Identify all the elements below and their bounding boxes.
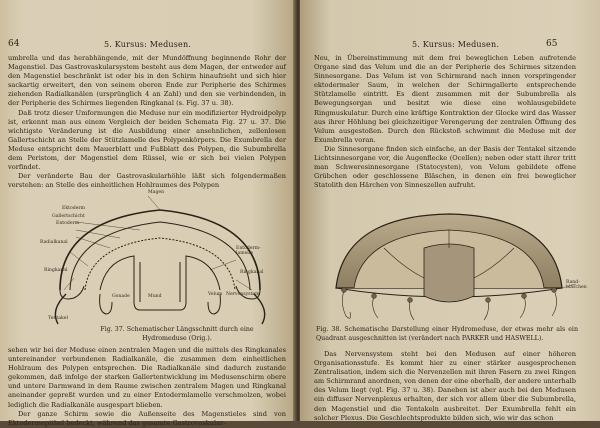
figure-38-drawing	[314, 208, 584, 324]
right-text-top	[314, 54, 576, 190]
label-nervensystem: Nervensystem	[226, 292, 260, 297]
figure-38-caption: Fig. 38. Schematische Darstellung einer Hydromeduse, der etwas mehr als ein Quadrant ausgeschnitten ist (verändert nach PARKER und HASWELL).	[316, 326, 578, 342]
right-page	[300, 0, 600, 421]
right-text-bottom	[314, 350, 576, 423]
right-para-3: Das Nervensystem steht bei den Medusen auf einer höheren Organisationsstufe. Es kommt hier zu einer stärker ausgesprochenen Zentralisation, indem sich die Nervenzellen mit ihren Fasern zu zwei Ringen am Schirmrand anordnen, von denen der eine oberhalb, der andere unterhalb des Velum liegt (vgl. Fig. 37 u. 38). Daneben ist aber auch bei den Medusen ein diffuser Nervenplexus erhalten, der sich vor allem über die Subumbrella, den Magenstiel und die Tentakeln ausbreitet. Der Exumbrella fehlt ein solcher Plexus. Die Geschlechtsprodukte bilden sich, wie wir das schon	[314, 350, 576, 422]
left-text-top	[8, 54, 286, 190]
label-velum: Velum	[208, 292, 223, 297]
left-text-bottom	[8, 346, 286, 428]
page-number-left: 64	[8, 39, 20, 49]
label-ektoderm: Ektoderm	[62, 206, 85, 211]
label-magen: Magen	[148, 190, 165, 195]
left-para-4: sehen wir bei der Meduse einen zentralen Magen und die mittels des Ringkanales untereinander verbundenen Radialkanäle, die zusammen dem einheitlichen Hohlraum des Polypen entsprechen. Die Radialkanäle sind dadurch zustande gekommen, daß infolge der starken Gallertentwicklung im Medusenschirm obere und untere Darmwand in dem Raume zwischen zentralem Magen und Ringkanal aneinander gepreßt wurden und zu einer Entodermlamelle verschmolzen, wobei lediglich die Radialkanäle ausgespart blieben.	[8, 346, 286, 409]
label-ringkanal-right: Ringkanal	[240, 270, 264, 275]
label-entodermlamelle: Entoderm-lamelle	[236, 246, 261, 256]
left-para-5: Der ganze Schirm sowie die Außenseite des Magenstieles sind von Ektodermepithel bedeckt, während das gesamte Gastrovaskular-	[8, 409, 286, 427]
label-mund: Mund	[148, 294, 162, 299]
right-para-1: Neu, in Übereinstimmung mit dem frei beweglichen Leben aufretende Organe sind das Velum und die an der Peripherie des Schirmes sitzenden Sinnesorgane. Das Velum ist von Schirmrand nach innen vorspringender ektodermaler Saum, in welchen der Schirmgallerte entsprechende Stützlamelle eintritt. Es dient zusammen mit der Subumbrella als Bewegungsorgan und besitzt wie diese eine wohlausgebildete Ringmuskulatur. Durch eine kräftige Kontraktion der Glocke wird das Wasser aus ihrer Höhlung bei gleichzeitiger Verengerung der zentralen Öffnung des Velum ausgestoßen. Durch den Rückstoß schwimmt die Meduse mit der Exumbrella voran.	[314, 54, 576, 144]
left-para-3: Der veränderte Bau der Gastrovaskularhöhle läßt sich folgendermaßen verstehen: an Stelle des einheitlichen Hohlraumes des Polypen	[8, 172, 286, 190]
running-head-left: 5. Kursus: Medusen.	[104, 40, 192, 49]
label-gonade: Gonade	[112, 294, 130, 299]
left-page	[0, 0, 296, 427]
left-para-1: umbrella und das herabhängende, mit der Mundöffnung beginnende Rohr der Magenstiel. Das Gastrovaskularsystem besteht aus dem Magen, der entweder auf den Magenstiel beschränkt ist oder bis in den Schirm hinaufzieht und sich hier sackartig erweitert, den von seinem oberen Ende zur Peripherie des Schirmes ziehenden Radialkanälen (ursprünglich 4 an Zahl) und den sie verbindenden, in der Peripherie des Schirmes liegenden Ringkanal (s. Fig. 37 u. 38).	[8, 54, 286, 108]
right-para-2: Die Sinnesorgane finden sich einfache, an der Basis der Tentakel sitzende Lichtsinnesorgane vor, die Augenflecke (Ocellen); neben oder statt ihrer tritt man Schweresinnesorgane (Statocysten), von Velum gebildete offene Grübchen oder geschlossene Bläschen, in denen ein frei beweglicher Statolith den Härchen von Sinneszellen aufruht.	[314, 144, 576, 190]
page-number-right: 65	[546, 39, 558, 49]
label-entoderm: Entoderm	[56, 221, 80, 226]
label-randblaeschen: Rand-bläschen	[566, 280, 587, 290]
figure-37-diagram	[40, 190, 280, 330]
label-ringkanal-left: Ringkanal	[44, 268, 68, 273]
left-para-2: Daß trotz dieser Umformungen die Meduse nur ein modifizierter Hydroidpolyp ist, erkennt man aus einem Vergleich der beiden Schemata Fig. 27 u. 37. Die wichtigste Veränderung ist die Ausbildung einer ansehnlichen, zellenlosen Gallertschicht an Stelle der Stützlamelle des Polypenkörpers. Die Exumbrella der Meduse entspricht dem Mauerblatt und Fußblatt des Polypen, die Subumbrella dem Peristom, der Magenstiel dem Rüssel, wie er sich bei vielen Polypen vorfindet.	[8, 108, 286, 172]
label-tentakel: Tentakel	[48, 316, 68, 321]
running-head-right: 5. Kursus: Medusen.	[412, 40, 500, 49]
figure-37-caption: Fig. 37. Schematischer Längsschnitt durch eine Hydromeduse (Orig.).	[100, 326, 254, 342]
label-gallertschicht: Gallertschicht	[52, 214, 85, 219]
label-radialkanal: Radialkanal	[40, 240, 68, 245]
